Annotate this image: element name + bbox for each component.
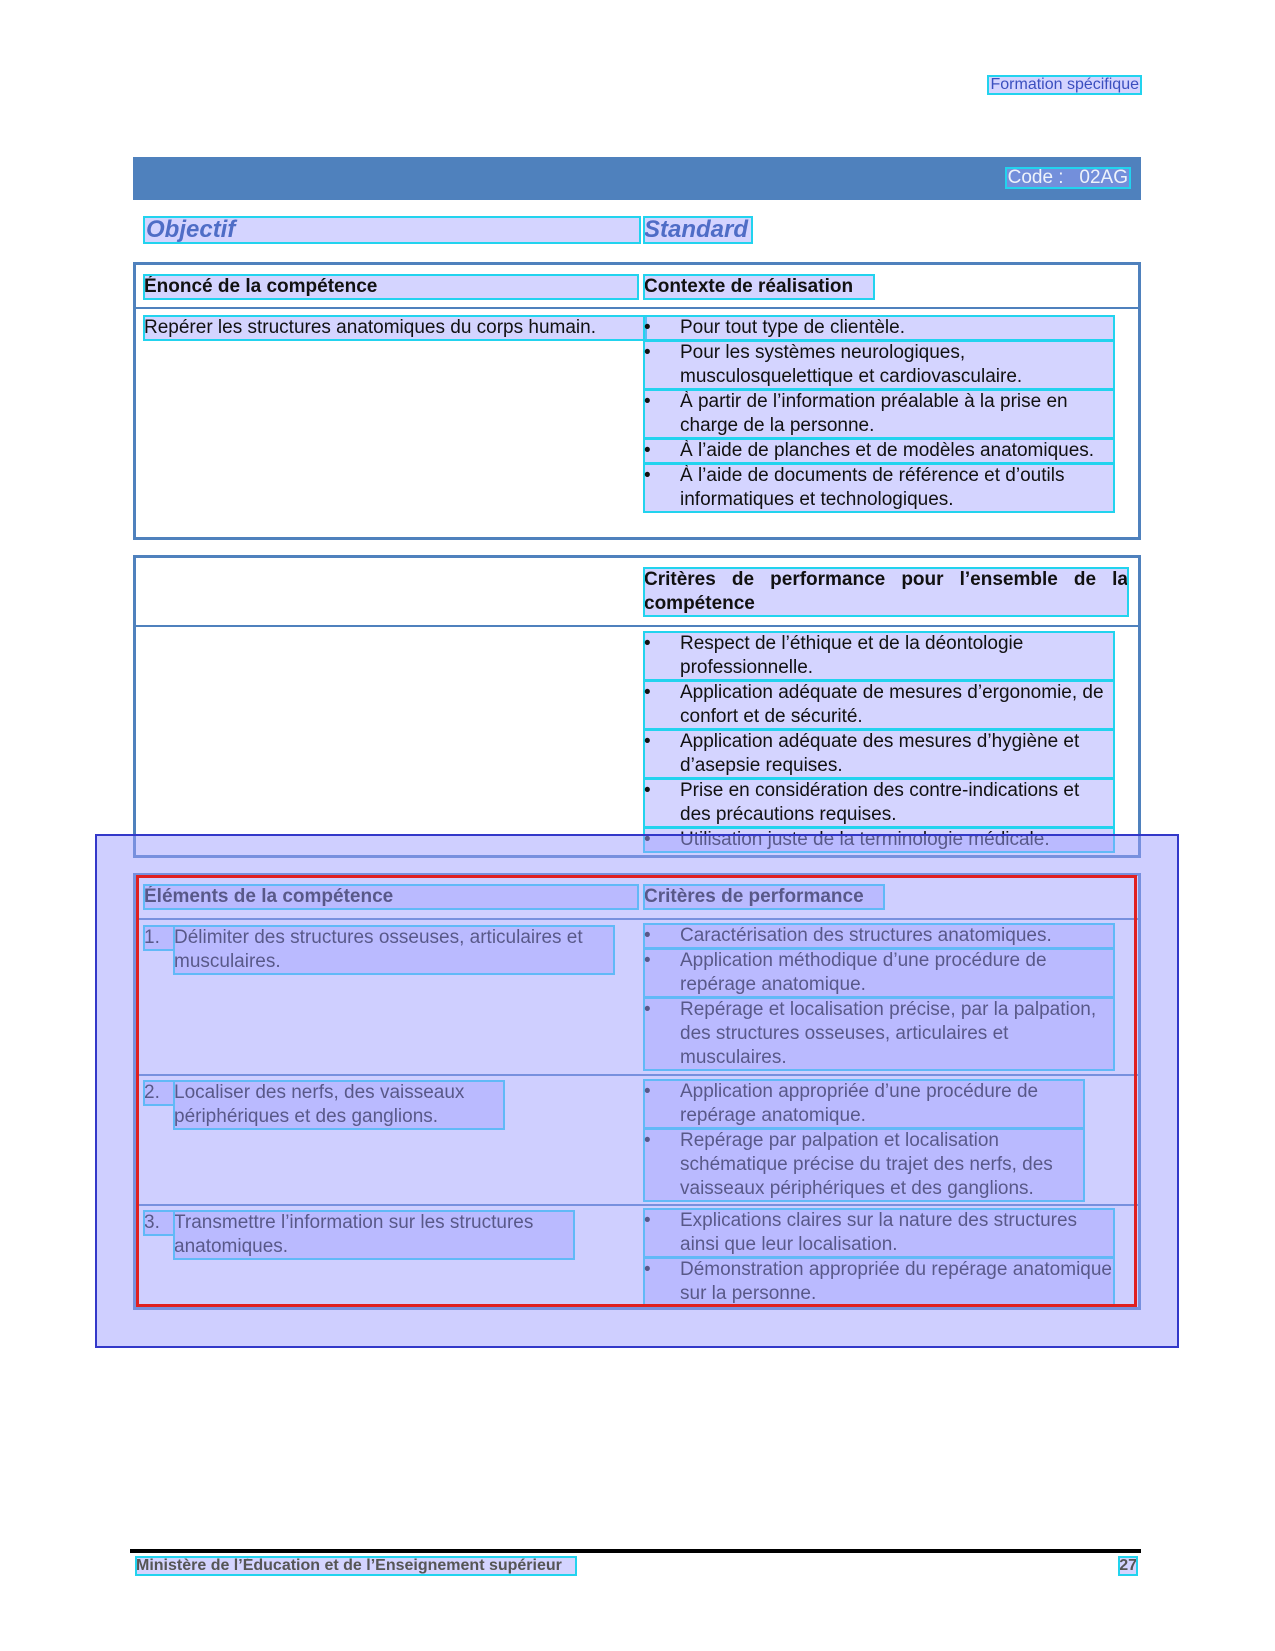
list-item: • À l’aide de planches et de modèles anatomiques. (644, 439, 1114, 463)
list-item: • Pour tout type de clientèle. (644, 316, 1114, 340)
criteres-ensemble-list (644, 632, 1114, 853)
list-item: • À partir de l’information préalable à la prise en charge de la personne. (644, 390, 1114, 438)
list-item: • À l’aide de documents de référence et d’outils informatiques et technologiques. (644, 464, 1114, 512)
standard-heading: Standard (644, 217, 752, 243)
criteres-ensemble-title: Critères de performance pour l’ensemble de la compétence (644, 569, 1128, 614)
footer-ministry: Ministère de l’Éducation et de l’Enseignement supérieur (136, 1557, 576, 1575)
enonce-title: Énoncé de la compétence (144, 275, 638, 299)
contexte-title: Contexte de réalisation (644, 275, 874, 299)
contexte-list (644, 316, 1114, 513)
list-item: • Respect de l’éthique et de la déontologie professionnelle. (644, 632, 1114, 680)
list-item: • Application adéquate des mesures d’hygiène et d’asepsie requises. (644, 730, 1114, 778)
page-number: 27 (1119, 1557, 1137, 1574)
list-item: • Prise en considération des contre-indications et des précautions requises. (644, 779, 1114, 827)
code-bar (133, 157, 1141, 200)
competency-code: Code : 02AG (1007, 167, 1128, 188)
objectif-heading: Objectif (144, 217, 640, 243)
selected-table-outline[interactable] (136, 875, 1137, 1307)
list-item: • Pour les systèmes neurologiques, musculosquelettique et cardiovasculaire. (644, 341, 1114, 389)
enonce-text: Repérer les structures anatomiques du corps humain. (144, 316, 646, 340)
list-item: • Application adéquate de mesures d’ergonomie, de confort et de sécurité. (644, 681, 1114, 729)
footer-rule (130, 1549, 1141, 1553)
header-label: Formation spécifique (990, 76, 1139, 93)
